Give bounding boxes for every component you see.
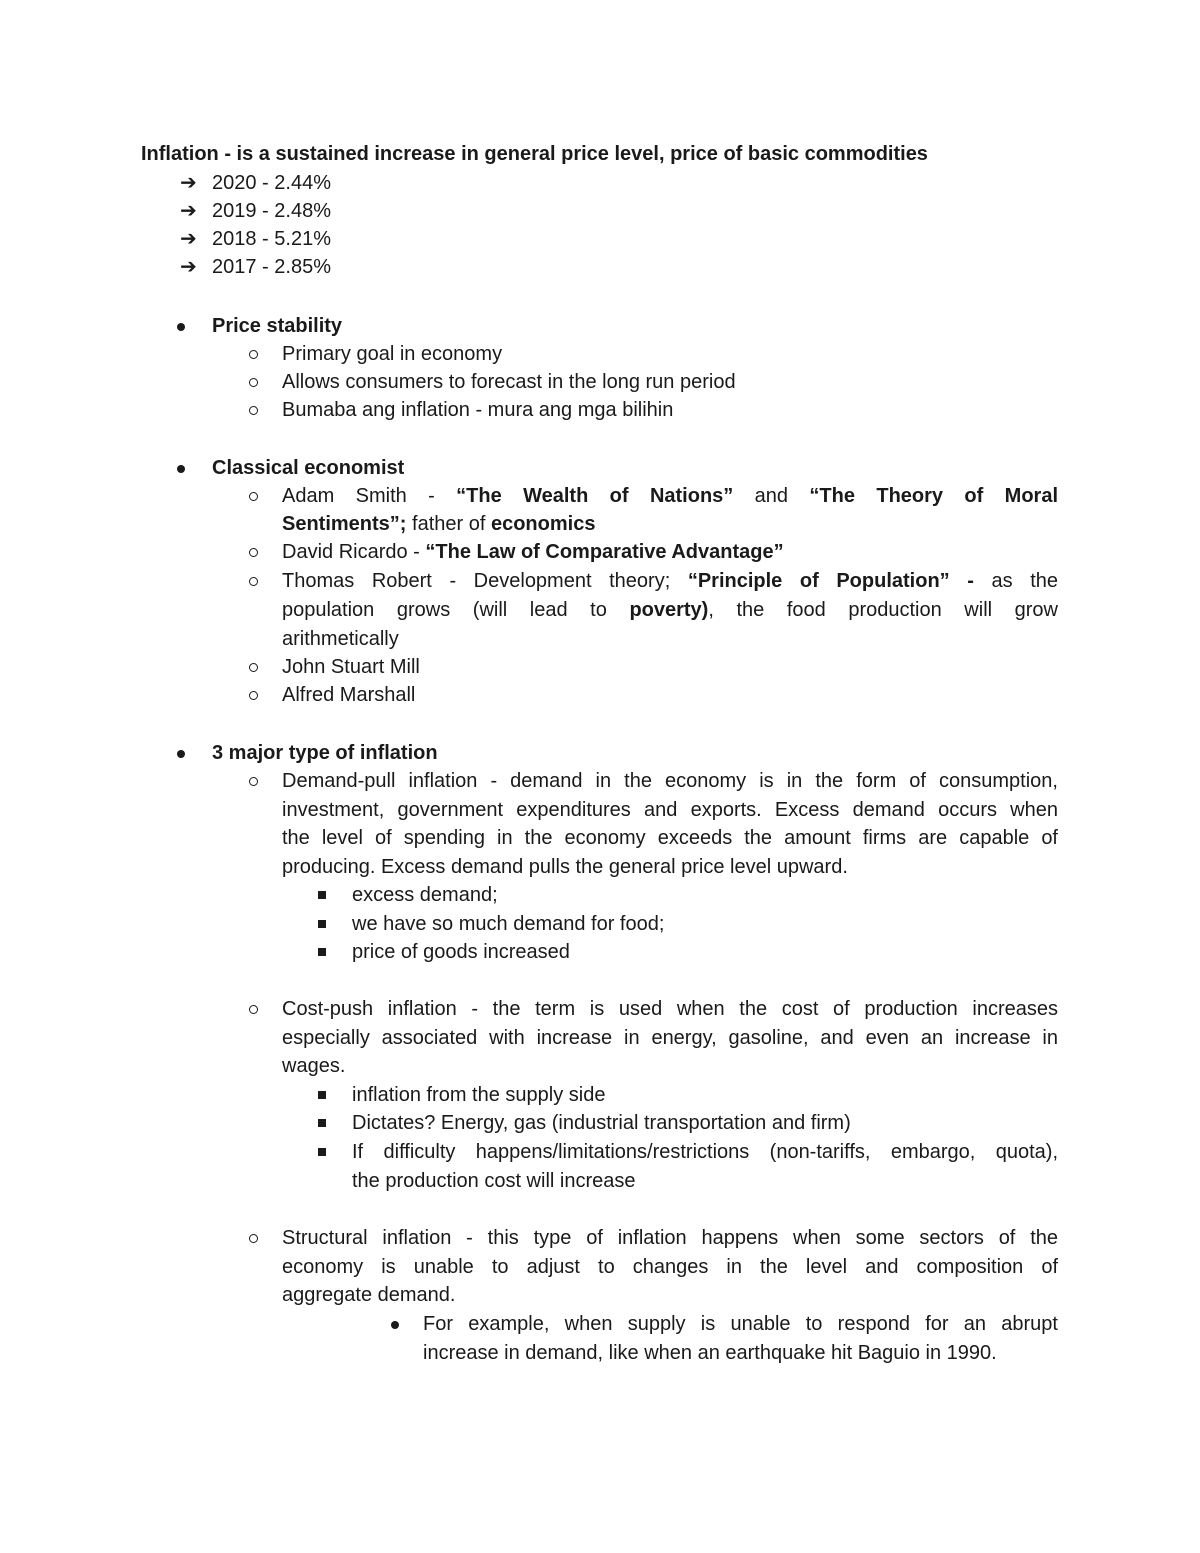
sub-list-item: If difficulty happens/limitations/restrictions (non-tariffs, embargo, quota), — [352, 1141, 1058, 1163]
bullet-icon — [177, 465, 185, 473]
circle-bullet-icon — [249, 777, 258, 786]
structural-line: Structural inflation - this type of inflation happens when some sectors of the — [282, 1227, 1058, 1249]
square-bullet-icon — [318, 1091, 326, 1099]
demand-pull-line: producing. Excess demand pulls the general price level upward. — [282, 856, 848, 878]
thomas-robert-line-3: arithmetically — [282, 628, 399, 650]
section-title-classical: Classical economist — [212, 457, 405, 479]
circle-bullet-icon — [249, 1005, 258, 1014]
circle-bullet-icon — [249, 577, 258, 586]
thomas-robert-line-2: population grows (will lead to poverty), the food production will grow — [282, 599, 1058, 621]
rate-item: 2018 - 5.21% — [212, 228, 331, 250]
demand-pull-line: Demand-pull inflation - demand in the economy is in the form of consumption, — [282, 770, 1058, 792]
circle-bullet-icon — [249, 492, 258, 501]
cost-push-line: Cost-push inflation - the term is used when the cost of production increases — [282, 998, 1058, 1020]
list-item: John Stuart Mill — [282, 656, 420, 678]
adam-smith-line-1: Adam Smith - “The Wealth of Nations” and “The Theory of Moral — [282, 485, 1059, 507]
page-heading: Inflation - is a sustained increase in general price level, price of basic commodities — [141, 143, 928, 165]
circle-bullet-icon — [249, 691, 258, 700]
arrow-icon: ➔ — [180, 228, 197, 250]
list-item: Allows consumers to forecast in the long run period — [282, 371, 736, 393]
circle-bullet-icon — [249, 406, 258, 415]
square-bullet-icon — [318, 891, 326, 899]
circle-bullet-icon — [249, 548, 258, 557]
structural-example-line: increase in demand, like when an earthquake hit Baguio in 1990. — [423, 1342, 997, 1364]
section-title-price-stability: Price stability — [212, 315, 343, 337]
section-title-inflation-types: 3 major type of inflation — [212, 742, 438, 764]
bullet-icon — [391, 1321, 399, 1329]
circle-bullet-icon — [249, 663, 258, 672]
bullet-icon — [177, 323, 185, 331]
cost-push-line: especially associated with increase in energy, gasoline, and even an increase in — [282, 1027, 1058, 1049]
structural-example-line: For example, when supply is unable to respond for an abrupt — [423, 1313, 1058, 1335]
arrow-icon: ➔ — [180, 256, 197, 278]
circle-bullet-icon — [249, 1234, 258, 1243]
cost-push-line: wages. — [282, 1055, 346, 1077]
list-item: Primary goal in economy — [282, 343, 503, 365]
demand-pull-line: investment, government expenditures and exports. Excess demand occurs when — [282, 799, 1058, 821]
list-item: Alfred Marshall — [282, 684, 416, 706]
sub-list-item: price of goods increased — [352, 941, 570, 963]
structural-line: aggregate demand. — [282, 1284, 456, 1306]
square-bullet-icon — [318, 1148, 326, 1156]
structural-line: economy is unable to adjust to changes in the level and composition of — [282, 1256, 1058, 1278]
sub-list-item: the production cost will increase — [352, 1170, 636, 1192]
sub-list-item: Dictates? Energy, gas (industrial transportation and firm) — [352, 1112, 851, 1134]
bullet-icon — [177, 750, 185, 758]
square-bullet-icon — [318, 1119, 326, 1127]
sub-list-item: we have so much demand for food; — [352, 913, 665, 935]
david-ricardo-line: David Ricardo - “The Law of Comparative Advantage” — [282, 541, 784, 563]
list-item: Bumaba ang inflation - mura ang mga bilihin — [282, 399, 674, 421]
sub-list-item: inflation from the supply side — [352, 1084, 606, 1106]
rate-item: 2020 - 2.44% — [212, 172, 331, 194]
thomas-robert-line-1: Thomas Robert - Development theory; “Principle of Population” - as the — [282, 570, 1058, 592]
adam-smith-line-2: Sentiments”; father of economics — [282, 513, 596, 535]
arrow-icon: ➔ — [180, 172, 197, 194]
sub-list-item: excess demand; — [352, 884, 498, 906]
circle-bullet-icon — [249, 350, 258, 359]
square-bullet-icon — [318, 920, 326, 928]
rate-item: 2019 - 2.48% — [212, 200, 331, 222]
demand-pull-line: the level of spending in the economy exceeds the amount firms are capable of — [282, 827, 1058, 849]
rate-item: 2017 - 2.85% — [212, 256, 331, 278]
arrow-icon: ➔ — [180, 200, 197, 222]
square-bullet-icon — [318, 948, 326, 956]
circle-bullet-icon — [249, 378, 258, 387]
